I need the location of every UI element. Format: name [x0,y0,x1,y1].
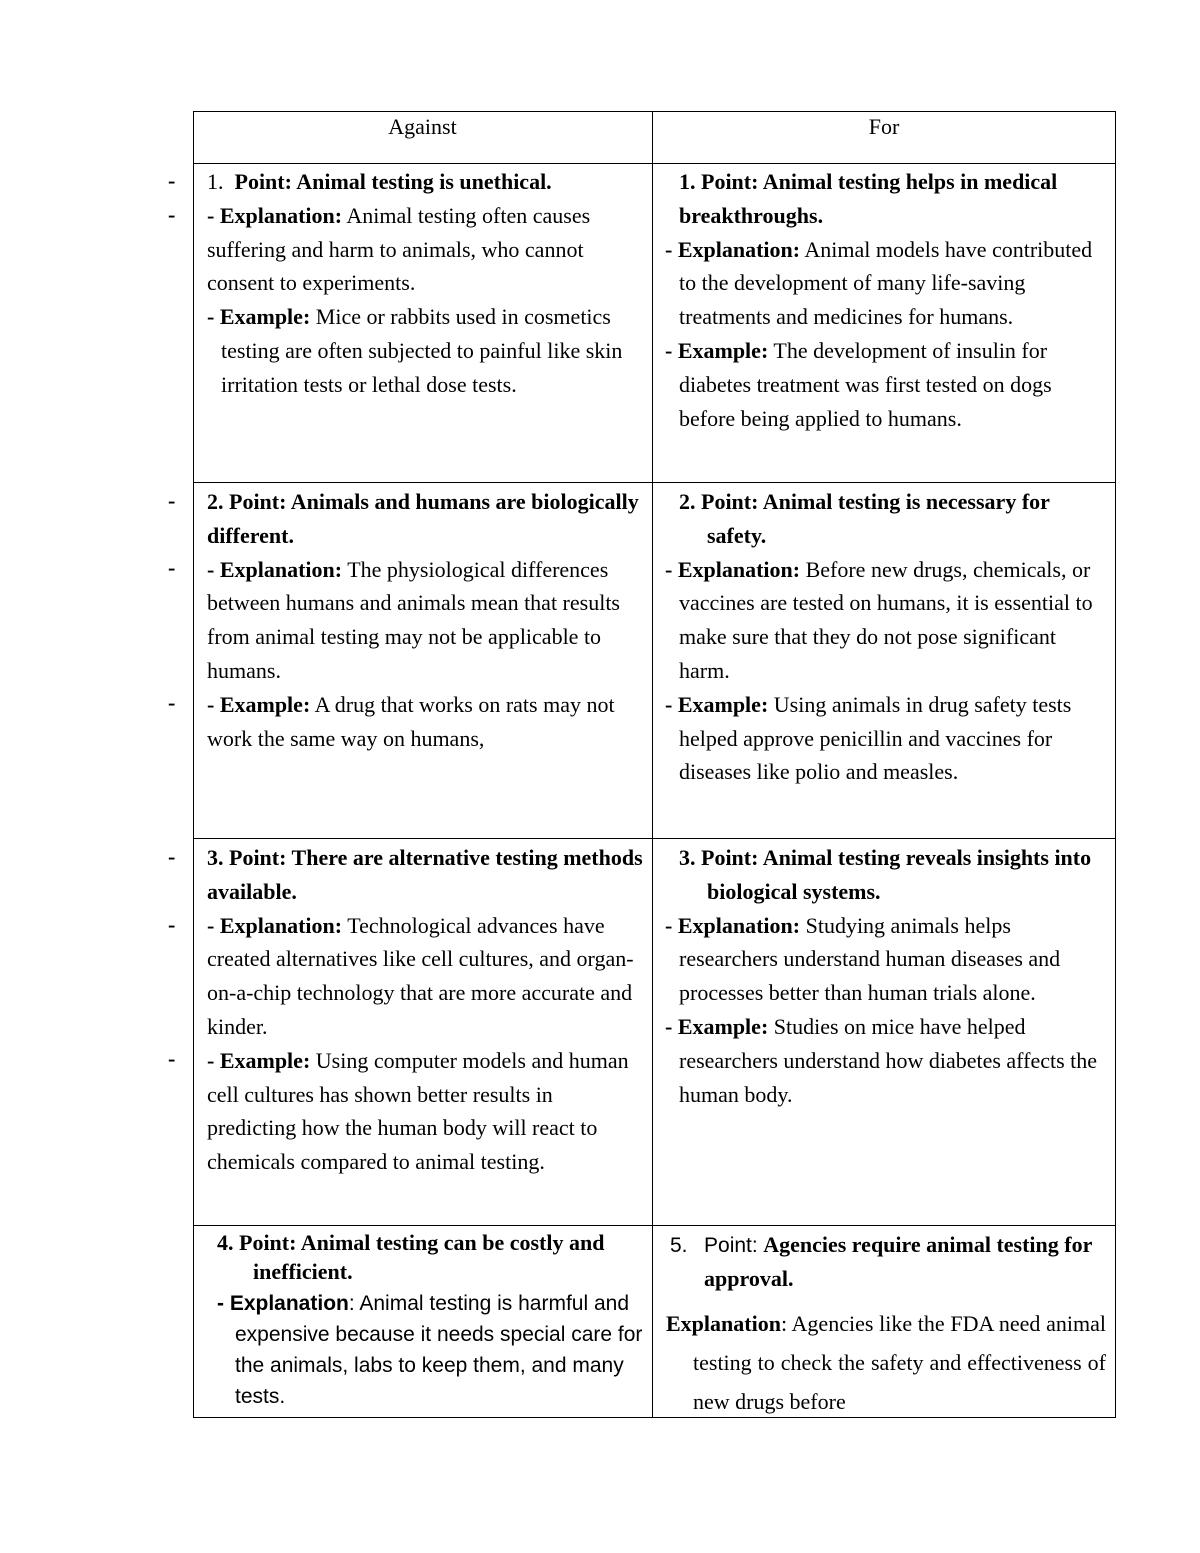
point: 1. Point: Animal testing is unethical. [207,169,552,194]
explanation: - Explanation: Animal testing often causes suffering and harm to animals, who cannot consent to experiments. [207,202,591,296]
explanation: - Explanation: Animal testing is harmful and expensive because it needs special care for the animals, labs to keep them, and many tests. [217,1292,643,1408]
explanation: - Explanation: The physiological differences between humans and animals mean that results from animal testing may not be applicable to humans. [207,556,620,683]
margin-dash: - [168,555,176,580]
explanation: - Explanation: Studying animals helps researchers understand human diseases and processes better than human trials alone. [665,912,1061,1006]
table-border [652,111,653,1418]
point: 1. Point: Animal testing helps in medical breakthroughs. [679,169,1058,228]
explanation: - Explanation: Technological advances have created alternatives like cell cultures, and organ-on-a-chip technology that are more accurate and kinder. [207,912,634,1039]
example: - Example: Studies on mice have helped researchers understand how diabetes affects the human body. [665,1013,1098,1107]
example: - Example: A drug that works on rats may not work the same way on humans, [207,691,615,751]
header-against: Against [388,114,457,139]
point: 3. Point: Animal testing reveals insights into biological systems. [679,845,1092,904]
point: 5. Point: Agencies require animal testing for approval. [670,1232,1092,1291]
against-cell-2 [207,485,647,755]
point: 2. Point: Animals and humans are biologically different. [207,489,639,548]
table-border [1115,111,1116,1418]
table-border [193,482,1116,483]
table-border [193,838,1116,839]
for-cell-1 [665,165,1105,435]
explanation: Explanation: Agencies like the FDA need animal testing to check the safety and effectiveness of new drugs before [666,1310,1106,1414]
for-cell-3 [665,841,1105,1111]
margin-dash: - [168,488,176,513]
point: 3. Point: There are alternative testing methods available. [207,845,643,904]
margin-dash: - [168,844,176,869]
explanation: - Explanation: Before new drugs, chemicals, or vaccines are tested on humans, it is essential to make sure that they do not pose significant harm. [665,556,1093,683]
example: - Example: Using computer models and human cell cultures has shown better results in predicting how the human body will react to chemicals compared to animal testing. [207,1047,629,1175]
against-cell-4 [217,1228,647,1412]
against-cell-1 [207,165,647,402]
table-border [193,111,194,1418]
for-cell-4 [666,1228,1106,1421]
point: 4. Point: Animal testing can be costly and inefficient. [217,1230,605,1284]
margin-dash: - [168,1046,176,1071]
margin-dash: - [168,912,176,937]
margin-dash: - [168,202,176,227]
margin-dash: - [168,690,176,715]
against-cell-3 [207,841,647,1179]
example: - Example: Using animals in drug safety tests helped approve penicillin and vaccines for diseases like polio and measles. [665,691,1072,785]
header-for: For [868,114,900,139]
point: 2. Point: Animal testing is necessary for safety. [679,489,1050,548]
table-border [193,1225,1116,1226]
comparison-table [193,111,1116,1418]
margin-dash: - [168,168,176,193]
example: - Example: Mice or rabbits used in cosmetics testing are often subjected to painful like skin irritation tests or lethal dose tests. [207,304,623,397]
for-cell-2 [665,485,1105,789]
table-border [193,163,1116,164]
explanation: - Explanation: Animal models have contributed to the development of many life-saving treatments and medicines for humans. [665,236,1093,330]
example: - Example: The development of insulin for diabetes treatment was first tested on dogs before being applied to humans. [665,337,1052,431]
